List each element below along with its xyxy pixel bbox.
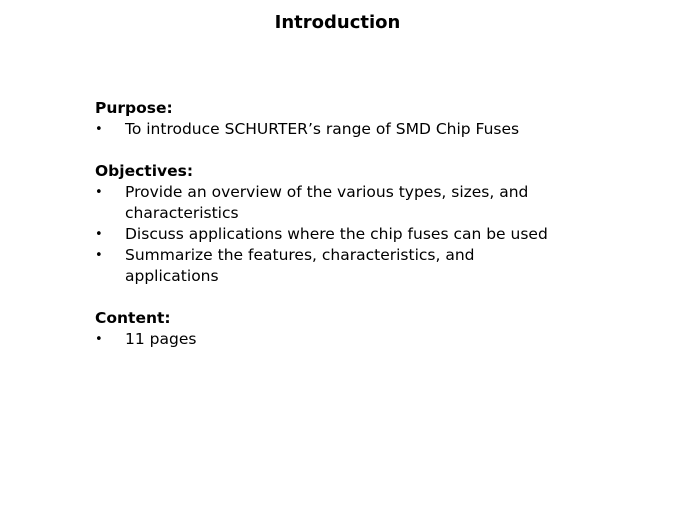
section-heading: Content: xyxy=(95,309,171,327)
section-content xyxy=(95,308,655,350)
section-heading: Purpose: xyxy=(95,99,173,117)
bullet-icon: • xyxy=(95,185,103,200)
slide-content xyxy=(95,98,655,371)
bullet-list xyxy=(95,329,655,350)
list-item xyxy=(95,119,565,140)
section-objectives xyxy=(95,161,655,287)
bullet-list xyxy=(95,119,655,140)
list-item xyxy=(95,329,565,350)
bullet-icon: • xyxy=(95,248,103,263)
bullet-icon: • xyxy=(95,332,103,347)
list-item-text: 11 pages xyxy=(125,330,197,348)
slide-title: Introduction xyxy=(274,12,401,33)
section-heading: Objectives: xyxy=(95,162,194,180)
list-item xyxy=(95,182,565,224)
list-item-text: Discuss applications where the chip fuses can be used xyxy=(125,225,548,243)
bullet-icon: • xyxy=(95,122,103,137)
list-item xyxy=(95,245,565,287)
list-item-text: Summarize the features, characteristics, and applications xyxy=(125,246,475,285)
list-item xyxy=(95,224,565,245)
bullet-icon: • xyxy=(95,227,103,242)
list-item-text: To introduce SCHURTER’s range of SMD Chip Fuses xyxy=(125,120,520,138)
list-item-text: Provide an overview of the various types, sizes, and characteristics xyxy=(125,183,529,222)
section-purpose xyxy=(95,98,655,140)
bullet-list xyxy=(95,182,655,287)
